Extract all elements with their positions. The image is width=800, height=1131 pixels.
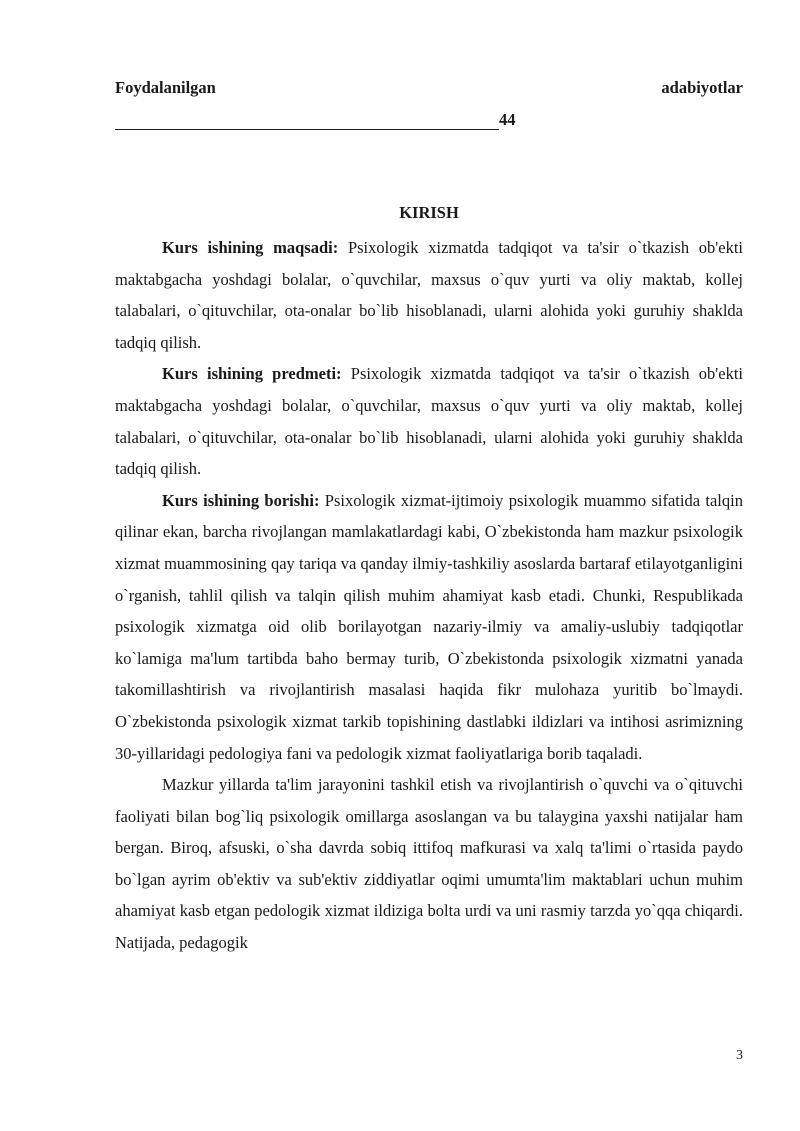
paragraph-text: Psixologik xizmat-ijtimoiy psixologik muammo sifatida talqin qilinar ekan, barcha rivojlangan mamlakatlardagi kabi, O`zbekistonda ham mazkur psixologik xizmat muammosining qay tariqa va qanday ilmiy-tashkiliy asoslarda bartaraf etilayotganligini o`rganish, tahlil qilish va talqin qilish muhim ahamiyat kasb etadi. Chunki, Respublikada psixologik xizmatga oid olib borilayotgan nazariy-ilmiy va amaliy-uslubiy tadqiqotlar ko`lamiga ma'lum tartibda baho bermay turib, O`zbekistonda psixologik xizmatni yanada takomillashtirish va rivojlantirish masalasi haqida fikr mulohaza yuritib bo`lmaydi. O`zbekistonda psixologik xizmat tarkib topishining dastlabki ildizlari va intihosi asrimizning 30-yillaridagi pedologiya fani va pedologik xizmat faoliyatlariga borib taqaladi. — [115, 490, 743, 763]
body-text — [115, 232, 743, 959]
document-page — [115, 0, 743, 1131]
paragraph-history — [115, 769, 743, 959]
paragraph-text: Psixologik xizmatda tadqiqot va ta'sir o`tkazish ob'ekti maktabgacha yoshdagi bolalar, o`quvchilar, maxsus o`quv yurti va oliy maktab, kollej talabalari, o`qituvchilar, ota-onalar bo`lib hisoblanadi, ularni alohida yoki guruhiy shaklda tadqiq qilish. — [115, 364, 743, 479]
paragraph-progress — [115, 485, 743, 769]
toc-entry-references — [115, 78, 743, 98]
paragraph-text: Psixologik xizmatda tadqiqot va ta'sir o`tkazish ob'ekti maktabgacha yoshdagi bolalar, o`quvchilar, maxsus o`quv yurti va oliy maktab, kollej talabalari, o`qituvchilar, ota-onalar bo`lib hisoblanadi, ularni alohida yoki guruhiy shaklda tadqiq qilish. — [115, 238, 743, 352]
toc-left-word: Foydalanilgan — [115, 78, 216, 97]
toc-right-word: adabiyotlar — [661, 78, 743, 97]
paragraph-purpose — [115, 232, 743, 358]
paragraph-label: Kurs ishining borishi: — [162, 490, 320, 510]
paragraph-label: Kurs ishining maqsadi: — [162, 238, 339, 257]
toc-entry-leader — [115, 110, 743, 130]
paragraph-subject — [115, 358, 743, 484]
section-heading: KIRISH — [399, 203, 459, 222]
paragraph-text: Mazkur yillarda ta'lim jarayonini tashkil etish va rivojlantirish o`quvchi va o`qituvchi faoliyati bilan bog`liq psixologik omillarga asoslangan va bu talaygina yaxshi natijalar ham bergan. Biroq, afsuski, o`sha davrda sobiq ittifoq mafkurasi va xalq ta'limi o`rtasida paydo bo`lgan ayrim ob'ektiv va sub'ektiv ziddiyatlar oqimi umumta'lim maktablari uchun muhim ahamiyat kasb etgan pedologik xizmat ildiziga bolta urdi va uni rasmiy tarzda yo`qqa chiqardi. Natijada, pedagogik — [115, 775, 743, 953]
paragraph-label: Kurs ishining predmeti: — [162, 364, 342, 384]
toc-leader-line — [115, 113, 499, 130]
toc-page-ref: 44 — [499, 110, 516, 129]
page-number: 3 — [736, 1048, 743, 1063]
